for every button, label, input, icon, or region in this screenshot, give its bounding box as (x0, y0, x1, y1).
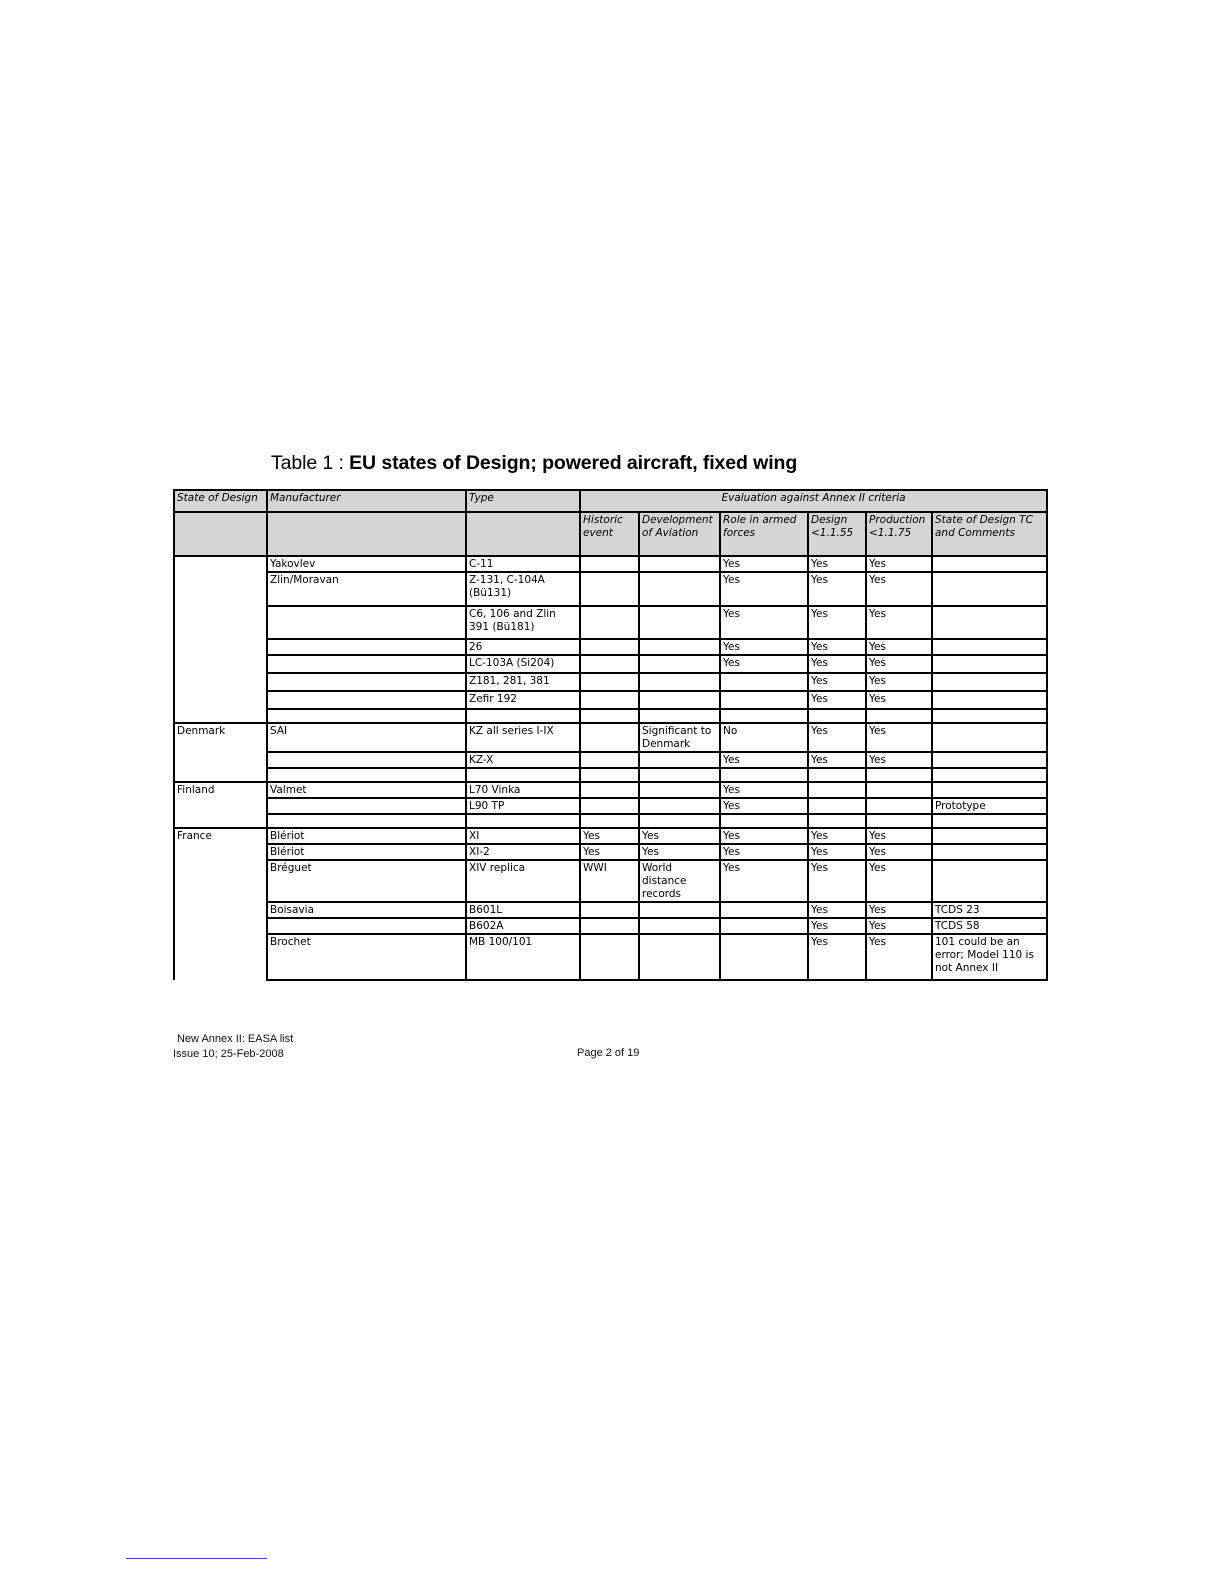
cell-type (466, 814, 580, 828)
cell-type: L70 Vinka (466, 782, 580, 798)
cell-development: World distance records (639, 860, 720, 902)
cell-state (174, 752, 267, 768)
cell-development (639, 752, 720, 768)
cell-historic (580, 709, 639, 723)
cell-role: Yes (720, 639, 808, 655)
cell-design: Yes (808, 556, 866, 572)
cell-design: Yes (808, 918, 866, 934)
table-body (174, 556, 1047, 980)
header-role: Role in armed forces (720, 512, 808, 556)
cell-type: XIV replica (466, 860, 580, 902)
cell-design: Yes (808, 572, 866, 606)
cell-comments (932, 709, 1047, 723)
cell-role: No (720, 723, 808, 752)
cell-comments (932, 572, 1047, 606)
cell-design (808, 814, 866, 828)
cell-design: Yes (808, 606, 866, 639)
cell-role (720, 902, 808, 918)
header-historic: Historic event (580, 512, 639, 556)
table-row (174, 782, 1047, 798)
header-blank (466, 512, 580, 556)
cell-design (808, 798, 866, 814)
cell-manufacturer (267, 814, 466, 828)
table-row (174, 844, 1047, 860)
footnote-rule (126, 1558, 267, 1559)
cell-type: MB 100/101 (466, 934, 580, 980)
cell-historic: Yes (580, 844, 639, 860)
cell-comments (932, 673, 1047, 691)
cell-manufacturer (267, 918, 466, 934)
table-title (271, 452, 797, 475)
cell-role (720, 691, 808, 709)
cell-comments: Prototype (932, 798, 1047, 814)
cell-production (866, 798, 932, 814)
table-title-text: EU states of Design; powered aircraft, fixed wing (349, 452, 798, 474)
cell-manufacturer (267, 709, 466, 723)
cell-manufacturer (267, 606, 466, 639)
cell-design: Yes (808, 691, 866, 709)
cell-development: Yes (639, 844, 720, 860)
cell-manufacturer: Boisavia (267, 902, 466, 918)
cell-development (639, 782, 720, 798)
cell-historic (580, 639, 639, 655)
cell-role (720, 814, 808, 828)
cell-development (639, 673, 720, 691)
cell-state (174, 655, 267, 673)
cell-type: Z-131, C-104A (Bü131) (466, 572, 580, 606)
cell-historic (580, 902, 639, 918)
cell-production: Yes (866, 860, 932, 902)
table-row (174, 918, 1047, 934)
footer-page-number: Page 2 of 19 (577, 1047, 640, 1059)
cell-state (174, 934, 267, 980)
cell-role (720, 709, 808, 723)
cell-manufacturer: Bréguet (267, 860, 466, 902)
cell-design: Yes (808, 639, 866, 655)
cell-production: Yes (866, 902, 932, 918)
cell-historic (580, 723, 639, 752)
cell-role (720, 673, 808, 691)
cell-historic (580, 572, 639, 606)
cell-production: Yes (866, 752, 932, 768)
cell-manufacturer: Yakovlev (267, 556, 466, 572)
cell-state (174, 844, 267, 860)
cell-state (174, 768, 267, 782)
cell-manufacturer: Valmet (267, 782, 466, 798)
cell-role (720, 918, 808, 934)
cell-state (174, 902, 267, 918)
cell-state: Denmark (174, 723, 267, 752)
cell-production: Yes (866, 673, 932, 691)
cell-role (720, 934, 808, 980)
cell-comments (932, 691, 1047, 709)
cell-state (174, 572, 267, 606)
cell-development (639, 814, 720, 828)
footer-document-name: New Annex II: EASA list (177, 1033, 294, 1045)
header-manufacturer: Manufacturer (267, 490, 466, 512)
cell-comments (932, 752, 1047, 768)
cell-type: B601L (466, 902, 580, 918)
cell-type: L90 TP (466, 798, 580, 814)
cell-historic (580, 934, 639, 980)
cell-manufacturer (267, 673, 466, 691)
cell-production: Yes (866, 655, 932, 673)
cell-state (174, 691, 267, 709)
cell-role: Yes (720, 828, 808, 844)
cell-type: C6, 106 and Zlin 391 (Bü181) (466, 606, 580, 639)
cell-development (639, 556, 720, 572)
cell-type: KZ all series I-IX (466, 723, 580, 752)
footer-issue: Issue 10; 25-Feb-2008 (173, 1048, 284, 1060)
cell-development (639, 639, 720, 655)
cell-historic (580, 814, 639, 828)
cell-production (866, 709, 932, 723)
cell-historic: Yes (580, 828, 639, 844)
cell-type (466, 768, 580, 782)
cell-type: Z181, 281, 381 (466, 673, 580, 691)
cell-design: Yes (808, 934, 866, 980)
cell-type: 26 (466, 639, 580, 655)
cell-type: LC-103A (Si204) (466, 655, 580, 673)
table-row (174, 709, 1047, 723)
cell-development (639, 768, 720, 782)
cell-design (808, 768, 866, 782)
cell-comments (932, 860, 1047, 902)
cell-state: Finland (174, 782, 267, 798)
cell-state (174, 798, 267, 814)
cell-comments (932, 844, 1047, 860)
table-row (174, 673, 1047, 691)
cell-historic (580, 752, 639, 768)
evaluation-table (173, 489, 1048, 981)
cell-manufacturer (267, 768, 466, 782)
cell-comments (932, 655, 1047, 673)
cell-historic (580, 673, 639, 691)
cell-production: Yes (866, 606, 932, 639)
table-row (174, 902, 1047, 918)
cell-historic (580, 606, 639, 639)
cell-manufacturer: Zlin/Moravan (267, 572, 466, 606)
cell-comments (932, 556, 1047, 572)
cell-design: Yes (808, 673, 866, 691)
cell-design: Yes (808, 902, 866, 918)
cell-development (639, 606, 720, 639)
table-row (174, 556, 1047, 572)
cell-historic: WWI (580, 860, 639, 902)
table-row (174, 798, 1047, 814)
cell-comments (932, 606, 1047, 639)
cell-comments (932, 723, 1047, 752)
cell-type: Zefir 192 (466, 691, 580, 709)
cell-design: Yes (808, 860, 866, 902)
cell-production: Yes (866, 556, 932, 572)
cell-production: Yes (866, 844, 932, 860)
cell-state (174, 709, 267, 723)
cell-production: Yes (866, 572, 932, 606)
table-row (174, 934, 1047, 980)
cell-development: Significant to Denmark (639, 723, 720, 752)
cell-production: Yes (866, 691, 932, 709)
header-blank (267, 512, 466, 556)
table-row (174, 814, 1047, 828)
header-state: State of Design (174, 490, 267, 512)
cell-comments: TCDS 23 (932, 902, 1047, 918)
table-row (174, 828, 1047, 844)
cell-development (639, 934, 720, 980)
header-development: Development of Aviation (639, 512, 720, 556)
cell-historic (580, 782, 639, 798)
table-title-prefix: Table 1 : (271, 452, 350, 474)
header-production: Production <1.1.75 (866, 512, 932, 556)
cell-historic (580, 691, 639, 709)
table-row (174, 639, 1047, 655)
cell-production (866, 782, 932, 798)
cell-comments (932, 828, 1047, 844)
cell-role: Yes (720, 752, 808, 768)
table-row (174, 572, 1047, 606)
cell-role: Yes (720, 556, 808, 572)
table-row (174, 752, 1047, 768)
cell-production (866, 768, 932, 782)
cell-manufacturer (267, 639, 466, 655)
cell-role (720, 768, 808, 782)
cell-type: XI (466, 828, 580, 844)
cell-manufacturer: Brochet (267, 934, 466, 980)
cell-role: Yes (720, 860, 808, 902)
cell-state (174, 918, 267, 934)
cell-production (866, 814, 932, 828)
cell-development (639, 572, 720, 606)
cell-historic (580, 556, 639, 572)
cell-manufacturer (267, 655, 466, 673)
cell-production: Yes (866, 918, 932, 934)
table-row (174, 768, 1047, 782)
cell-state (174, 639, 267, 655)
cell-design: Yes (808, 828, 866, 844)
cell-role: Yes (720, 606, 808, 639)
cell-production: Yes (866, 934, 932, 980)
cell-manufacturer (267, 798, 466, 814)
header-blank (174, 512, 267, 556)
cell-comments (932, 814, 1047, 828)
cell-design (808, 782, 866, 798)
cell-role: Yes (720, 655, 808, 673)
cell-design: Yes (808, 752, 866, 768)
cell-type: KZ-X (466, 752, 580, 768)
cell-state (174, 606, 267, 639)
cell-role: Yes (720, 798, 808, 814)
cell-design: Yes (808, 655, 866, 673)
cell-state (174, 814, 267, 828)
cell-design: Yes (808, 723, 866, 752)
cell-comments: 101 could be an error; Model 110 is not Annex II (932, 934, 1047, 980)
cell-manufacturer: SAI (267, 723, 466, 752)
cell-development: Yes (639, 828, 720, 844)
header-evaluation-group: Evaluation against Annex II criteria (580, 490, 1047, 512)
cell-development (639, 709, 720, 723)
cell-state (174, 860, 267, 902)
cell-historic (580, 768, 639, 782)
cell-manufacturer (267, 752, 466, 768)
cell-development (639, 655, 720, 673)
cell-manufacturer: Blériot (267, 844, 466, 860)
table-row (174, 606, 1047, 639)
cell-comments (932, 768, 1047, 782)
cell-type (466, 709, 580, 723)
cell-production: Yes (866, 828, 932, 844)
cell-historic (580, 798, 639, 814)
header-design: Design <1.1.55 (808, 512, 866, 556)
cell-development (639, 918, 720, 934)
cell-production: Yes (866, 723, 932, 752)
cell-type: XI-2 (466, 844, 580, 860)
cell-design (808, 709, 866, 723)
header-comments: State of Design TC and Comments (932, 512, 1047, 556)
cell-type: B602A (466, 918, 580, 934)
table-row (174, 860, 1047, 902)
table-row (174, 723, 1047, 752)
cell-comments (932, 639, 1047, 655)
cell-manufacturer: Blériot (267, 828, 466, 844)
cell-state (174, 556, 267, 572)
cell-role: Yes (720, 782, 808, 798)
table-row (174, 655, 1047, 673)
cell-comments (932, 782, 1047, 798)
table-row (174, 691, 1047, 709)
cell-role: Yes (720, 844, 808, 860)
cell-development (639, 902, 720, 918)
cell-manufacturer (267, 691, 466, 709)
cell-production: Yes (866, 639, 932, 655)
cell-development (639, 691, 720, 709)
header-type: Type (466, 490, 580, 512)
cell-design: Yes (808, 844, 866, 860)
cell-state: France (174, 828, 267, 844)
cell-type: C-11 (466, 556, 580, 572)
cell-historic (580, 918, 639, 934)
cell-historic (580, 655, 639, 673)
cell-development (639, 798, 720, 814)
cell-comments: TCDS 58 (932, 918, 1047, 934)
cell-role: Yes (720, 572, 808, 606)
cell-state (174, 673, 267, 691)
